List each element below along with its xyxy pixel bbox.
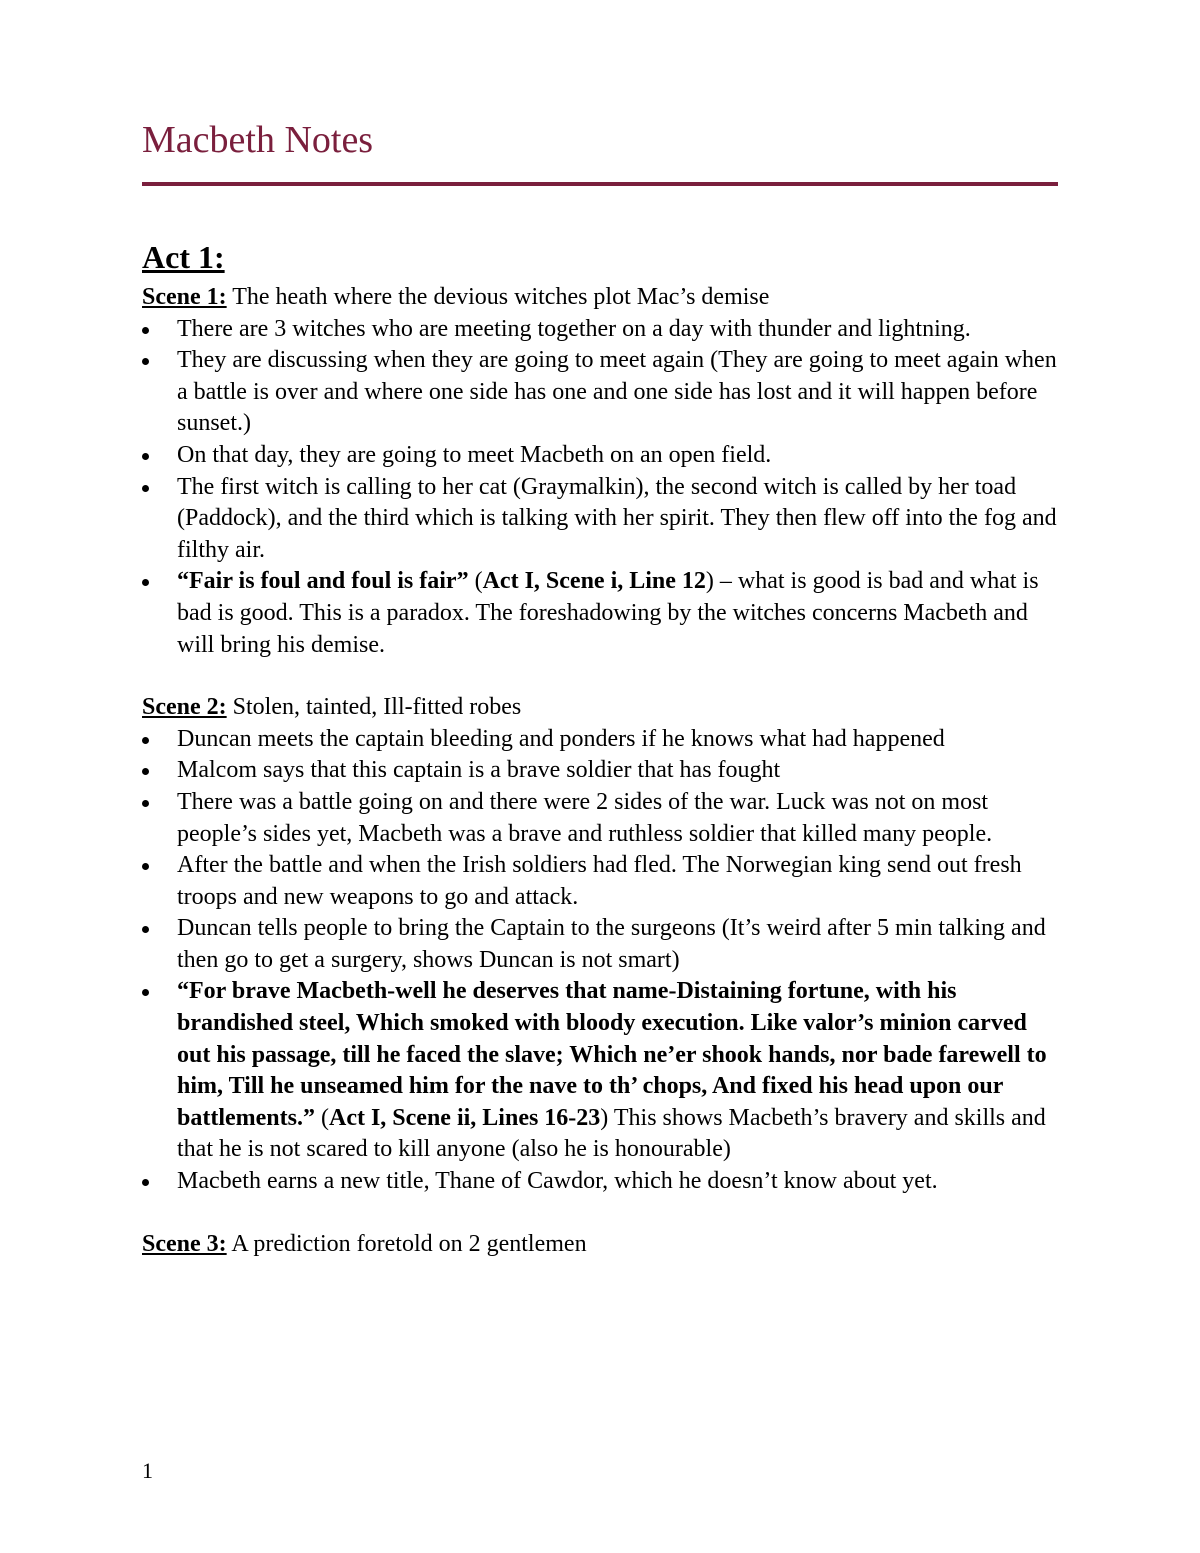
document-title: Macbeth Notes [142, 119, 374, 161]
bullet-icon [142, 1179, 149, 1186]
section-spacer [142, 1198, 1062, 1229]
quote-text: “Fair is foul and foul is fair” [177, 568, 469, 595]
scene-3-heading [142, 1229, 1062, 1261]
scene-1-notes [142, 314, 1062, 662]
scene-3-label: Scene 3: [142, 1230, 227, 1257]
scene-1-description: The heath where the devious witches plot Mac’s demise [226, 284, 770, 310]
citation-close: ) [600, 1104, 609, 1131]
list-item-text: They are discussing when they are going to meet again (They are going to meet again when a battle is over and where one side has one and one side has lost and it will happen before sunset.) [177, 347, 1057, 437]
bullet-icon [142, 358, 149, 365]
list-item [142, 440, 1062, 472]
bullet-icon [142, 768, 149, 775]
list-item-text: – what is good is bad and what is bad is good. This is a paradox. The foreshadowing by the witches concerns Macbeth and will bring his demise. [177, 568, 1039, 658]
scene-2-heading [142, 692, 1062, 724]
citation-open: ( [468, 568, 483, 595]
scene-2-notes [142, 724, 1062, 1198]
bullet-icon [142, 989, 149, 996]
list-item [142, 787, 1062, 850]
list-item-text: There was a battle going on and there were 2 sides of the war. Luck was not on most people’s sides yet, Macbeth was a brave and ruthless soldier that killed many people. [177, 788, 993, 847]
list-item [142, 472, 1062, 567]
quote-text: “For brave Macbeth-well he deserves that name-Distaining fortune, with his brandished steel, Which smoked with bloody execution. Like valor’s minion carved out his passage, till he faced the slave; Which ne’er shook hands, nor bade farewell to him, Till he unseamed him for the nave to th’ chops, And fixed his head upon our battlements.” [177, 978, 1047, 1131]
list-item-text: Malcom says that this captain is a brave soldier that has fought [177, 757, 781, 784]
bullet-icon [142, 926, 149, 933]
scene-1-heading [142, 282, 1062, 314]
bullet-icon [142, 579, 149, 586]
list-item-text: The first witch is calling to her cat (Graymalkin), the second witch is called by her toad (Paddock), and the third which is talking with her spirit. They then flew off into the fog and filthy air. [177, 473, 1057, 563]
document-body [142, 236, 1062, 1260]
list-item [142, 566, 1062, 661]
list-item-text: On that day, they are going to meet Macbeth on an open field. [177, 441, 772, 468]
citation-close: ) [705, 568, 714, 595]
list-item [142, 314, 1062, 346]
list-item-text: After the battle and when the Irish soldiers had fled. The Norwegian king send out fresh troops and new weapons to go and attack. [177, 852, 1022, 910]
bullet-icon [142, 800, 149, 807]
bullet-icon [142, 327, 149, 334]
citation-open: ( [314, 1104, 329, 1131]
list-item [142, 1166, 1062, 1198]
list-item-text: Duncan meets the captain bleeding and ponders if he knows what had happened [177, 725, 945, 752]
list-item [142, 913, 1062, 976]
title-divider [142, 182, 1058, 186]
scene-2-description: Stolen, tainted, Ill-fitted robes [226, 694, 522, 721]
bullet-icon [142, 863, 149, 870]
list-item [142, 724, 1062, 756]
bullet-icon [142, 737, 149, 744]
list-item [142, 850, 1062, 913]
scene-2-label: Scene 2: [142, 694, 227, 721]
list-item [142, 755, 1062, 787]
list-item-text: This shows Macbeth’s bravery and skills and that he is not scared to kill anyone (also he is honourable) [177, 1104, 1046, 1163]
bullet-icon [142, 453, 149, 460]
citation-text: Act I, Scene i, Line 12 [482, 568, 706, 595]
list-item-text: Macbeth earns a new title, Thane of Cawdor, which he doesn’t know about yet. [177, 1168, 938, 1195]
act-1-heading: Act 1: [142, 239, 225, 275]
list-item-text: There are 3 witches who are meeting together on a day with thunder and lightning. [177, 315, 971, 342]
list-item [142, 345, 1062, 440]
bullet-icon [142, 485, 149, 492]
section-spacer [142, 661, 1062, 692]
list-item-text: Duncan tells people to bring the Captain to the surgeons (It’s weird after 5 min talking and then go to get a surgery, shows Duncan is not smart) [177, 915, 1046, 973]
list-item [142, 976, 1062, 1166]
citation-text: Act I, Scene ii, Lines 16-23 [328, 1104, 601, 1131]
scene-1-label: Scene 1: [142, 284, 227, 310]
scene-3-description: A prediction foretold on 2 gentlemen [226, 1230, 587, 1257]
page-number: 1 [142, 1458, 153, 1483]
